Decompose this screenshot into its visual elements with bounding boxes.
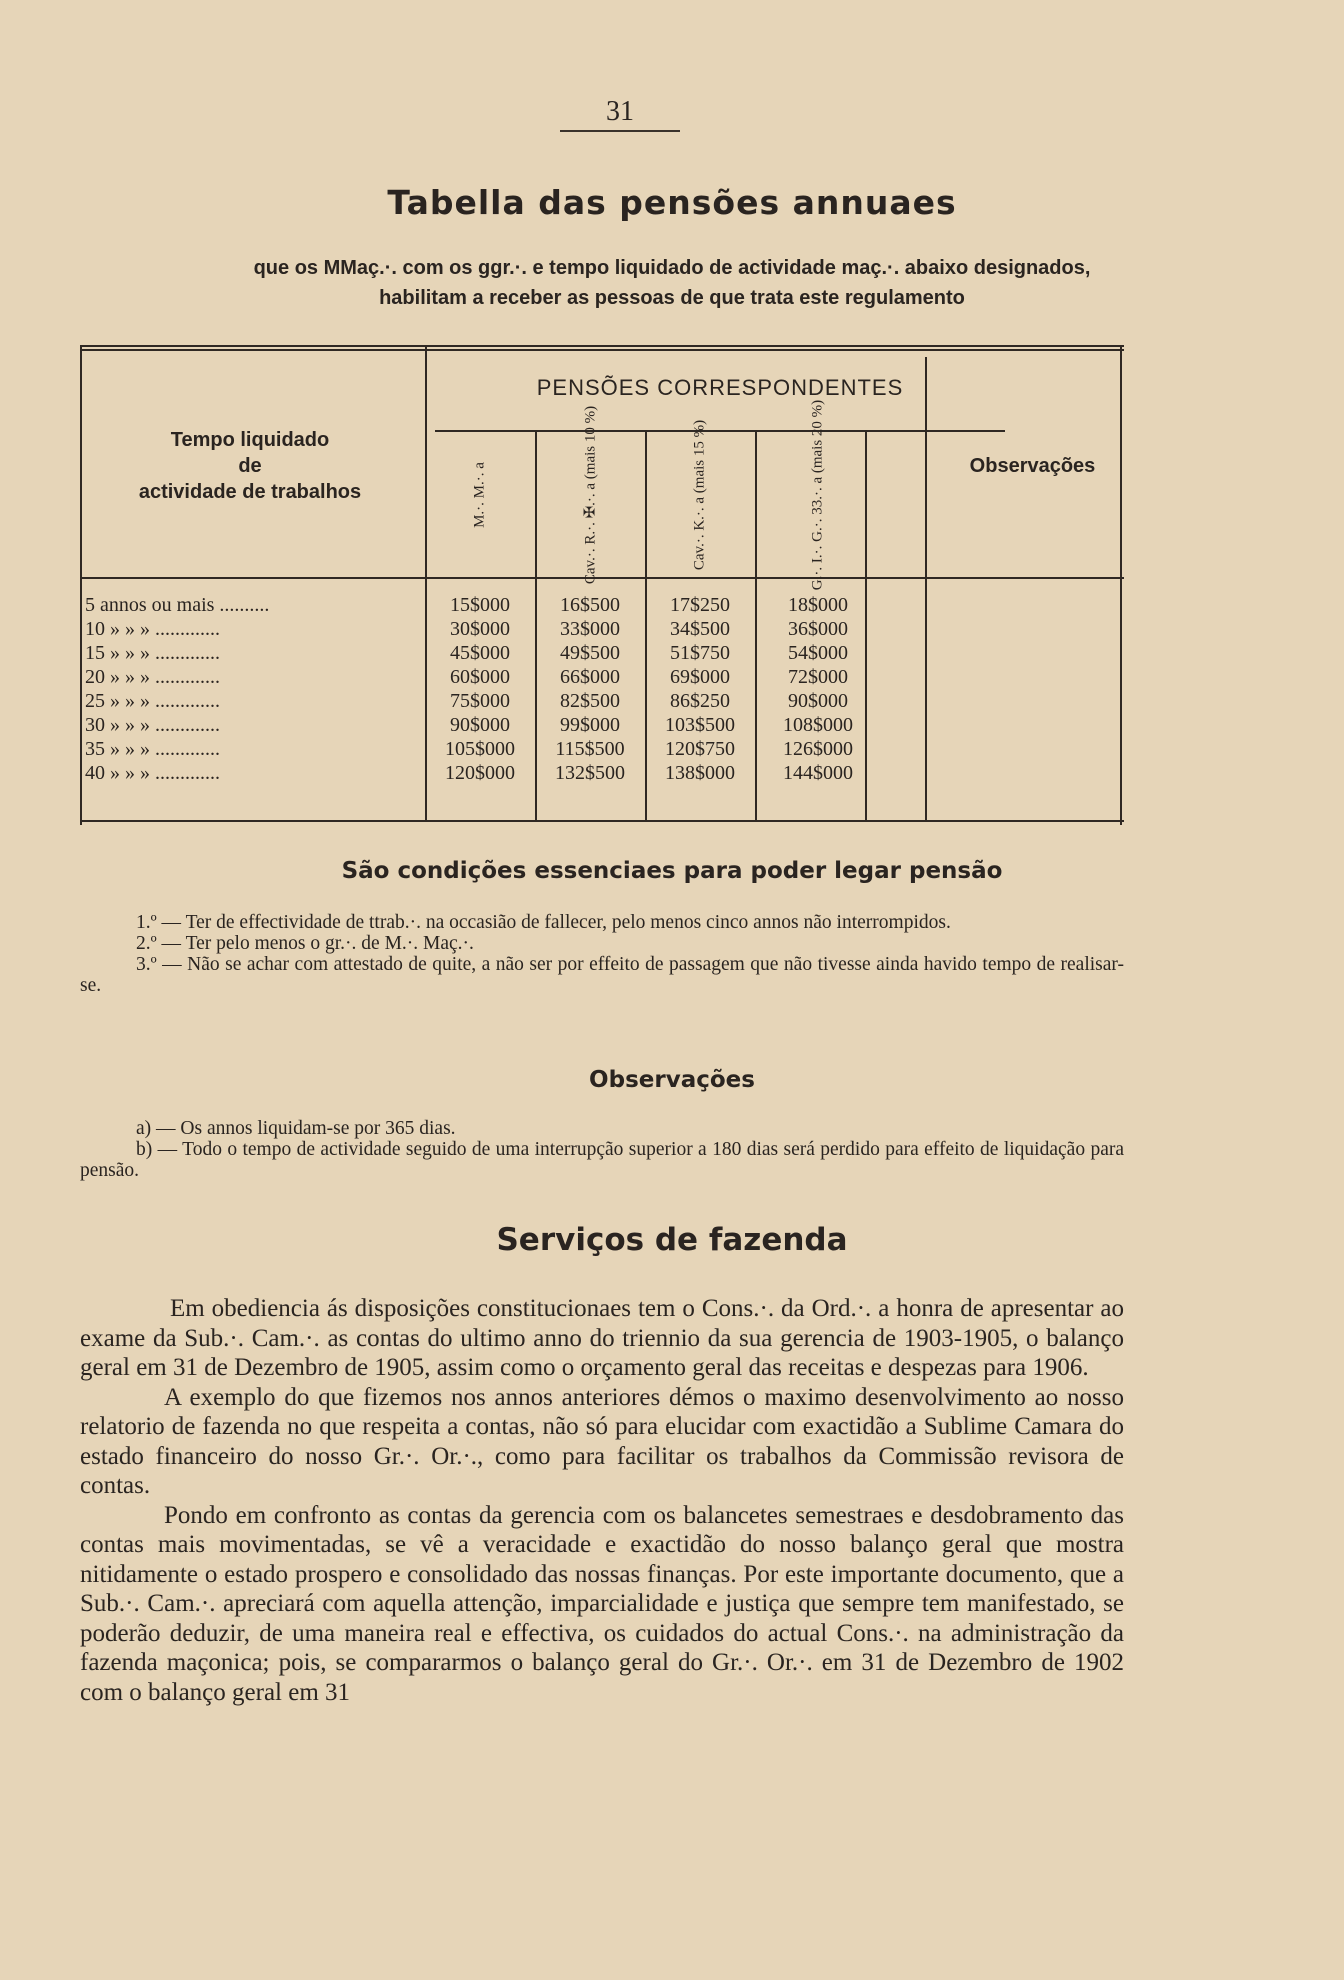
table-rule — [535, 430, 537, 820]
cell-value: 54$000 — [788, 642, 848, 664]
cell-value: 45$000 — [450, 642, 510, 664]
table-subtitle — [100, 253, 1244, 313]
col-header-cav-k — [652, 419, 748, 571]
tempo-line: de — [238, 455, 262, 477]
table-rule — [645, 430, 647, 820]
cell-value: 90$000 — [788, 690, 848, 712]
tempo-line: actividade de trabalhos — [138, 481, 362, 503]
row-label: 5 annos ou mais .......... — [85, 594, 270, 616]
cell-value: 90$000 — [450, 714, 510, 736]
subtitle-line: que os MMaç.·. com os ggr.·. e tempo liquidado de actividade maç.·. abaixo designados, — [253, 257, 1091, 279]
pensions-header: PENSÕES CORRESPONDENTES — [536, 375, 904, 400]
row-label: 15 » » » ............. — [85, 642, 220, 664]
cell-value: 66$000 — [560, 666, 620, 688]
table-rule — [80, 345, 82, 825]
section-title: Serviços de fazenda — [496, 1222, 848, 1258]
row-label: 20 » » » ............. — [85, 666, 220, 688]
cell-value: 69$000 — [670, 666, 730, 688]
table-rule — [80, 349, 1124, 351]
cell-value: 115$500 — [555, 738, 625, 760]
pension-table — [80, 345, 1124, 825]
body-paragraph: Pondo em confronto as contas da gerencia com os balancetes semestraes e desdobramento das contas mais movimentadas, se vê a veracidade e exactidão do nosso balanço geral que mostra nitidamente o estado prospero e consolidado das nossas finanças. Por este importante documento, que a Sub.·. Cam.·. apreciará com aquella attenção, imparcialidade e justiça que sempre tem manifestado, se poderão deduzir, de uma maneira real e effectiva, os cuidados do actual Cons.·. na administração da fazenda maçonica; pois, se compararmos o balanço geral do Gr.·. Or.·. em 31 de Dezembro de 1902 com o balanço geral em 31 — [80, 1501, 1124, 1706]
table-rule — [80, 577, 1124, 579]
cell-value: 60$000 — [450, 666, 510, 688]
observations-title: Observações — [589, 1067, 755, 1093]
table-rule — [755, 430, 757, 820]
cell-value: 132$500 — [555, 762, 625, 784]
tempo-line: Tempo liquidado — [170, 429, 330, 451]
row-label: 40 » » » ............. — [85, 762, 220, 784]
table-rule — [1120, 345, 1122, 825]
conditions-list — [80, 912, 1124, 996]
row-label: 30 » » » ............. — [85, 714, 220, 736]
cell-value: 30$000 — [450, 618, 510, 640]
cell-value: 15$000 — [450, 594, 510, 616]
body-paragraph: A exemplo do que fizemos nos annos anteriores démos o maximo desenvolvimento ao nosso relatorio de fazenda no que respeita a contas, não só para elucidar com exactidão a Sublime Camara do estado financeiro do nosso Gr.·. Or.·., como para facilitar os trabalhos da Commissão revisora de contas. — [80, 1383, 1124, 1499]
page-number: 31 — [560, 96, 680, 132]
cell-value: 82$500 — [560, 690, 620, 712]
col-header-mm — [432, 435, 528, 555]
table-rule — [425, 345, 427, 820]
cell-value: 86$250 — [670, 690, 730, 712]
observations-list — [80, 1118, 1124, 1181]
cell-value: 72$000 — [788, 666, 848, 688]
tempo-header — [90, 427, 410, 505]
table-rule — [80, 820, 1124, 822]
col-header-text: Cav.·. K.·. a (mais 15 %) — [691, 419, 708, 571]
subtitle-line: habilitam a receber as pessoas de que trata este regulamento — [379, 287, 965, 309]
cell-value: 17$250 — [670, 594, 730, 616]
condition-item: 3.º — Não se achar com attestado de quite, a não ser por effeito de passagem que não tivesse ainda havido tempo de realisar-se. — [80, 954, 1124, 996]
section-body — [80, 1294, 1124, 1707]
cell-value: 99$000 — [560, 714, 620, 736]
col-header-text: G.·. I.·. G.·. 33.·. a (mais 20 %) — [809, 399, 826, 591]
col-header-gig33 — [770, 399, 866, 591]
table-rule — [435, 430, 1005, 432]
cell-value: 120$000 — [445, 762, 515, 784]
cell-value: 105$000 — [445, 738, 515, 760]
cell-value: 34$500 — [670, 618, 730, 640]
cell-value: 103$500 — [665, 714, 735, 736]
cell-value: 126$000 — [783, 738, 853, 760]
table-rule — [925, 357, 927, 820]
row-label: 10 » » » ............. — [85, 618, 220, 640]
observation-item: a) — Os annos liquidam-se por 365 dias. — [136, 1118, 456, 1139]
cell-value: 138$000 — [665, 762, 735, 784]
col-header-text: M.·. M.·. a — [471, 462, 488, 528]
conditions-title: São condições essenciaes para poder legar pensão — [341, 858, 1003, 884]
condition-item: 1.º — Ter de effectividade de ttrab.·. na occasião de fallecer, pelo menos cinco annos não interrompidos. — [136, 912, 951, 933]
cell-value: 108$000 — [783, 714, 853, 736]
cell-value: 16$500 — [560, 594, 620, 616]
table-rule — [80, 345, 1124, 347]
cell-value: 75$000 — [450, 690, 510, 712]
observations-header: Observações — [969, 455, 1096, 477]
observation-item: b) — Todo o tempo de actividade seguido de uma interrupção superior a 180 dias será perdido para effeito de liquidação para pensão. — [80, 1139, 1124, 1181]
cell-value: 49$500 — [560, 642, 620, 664]
row-label: 35 » » » ............. — [85, 738, 220, 760]
col-header-cav-r — [542, 405, 638, 585]
col-header-text: Cav.·. R.·. ✠.·. a (mais 10 %) — [582, 405, 599, 585]
condition-item: 2.º — Ter pelo menos o gr.·. de M.·. Maç.·. — [136, 933, 474, 954]
body-paragraph: Em obediencia ás disposições constitucionaes tem o Cons.·. da Ord.·. a honra de apresentar ao exame da Sub.·. Cam.·. as contas do ultimo anno do triennio da sua gerencia de 1903-1905, o balanço geral em 31 de Dezembro de 1905, assim como o orçamento geral das receitas e despezas para 1906. — [80, 1295, 1124, 1381]
cell-value: 144$000 — [783, 762, 853, 784]
cell-value: 51$750 — [670, 642, 730, 664]
cell-value: 36$000 — [788, 618, 848, 640]
cell-value: 120$750 — [665, 738, 735, 760]
cell-value: 18$000 — [788, 594, 848, 616]
table-title: Tabella das pensões annuaes — [387, 183, 957, 222]
cell-value: 33$000 — [560, 618, 620, 640]
row-label: 25 » » » ............. — [85, 690, 220, 712]
